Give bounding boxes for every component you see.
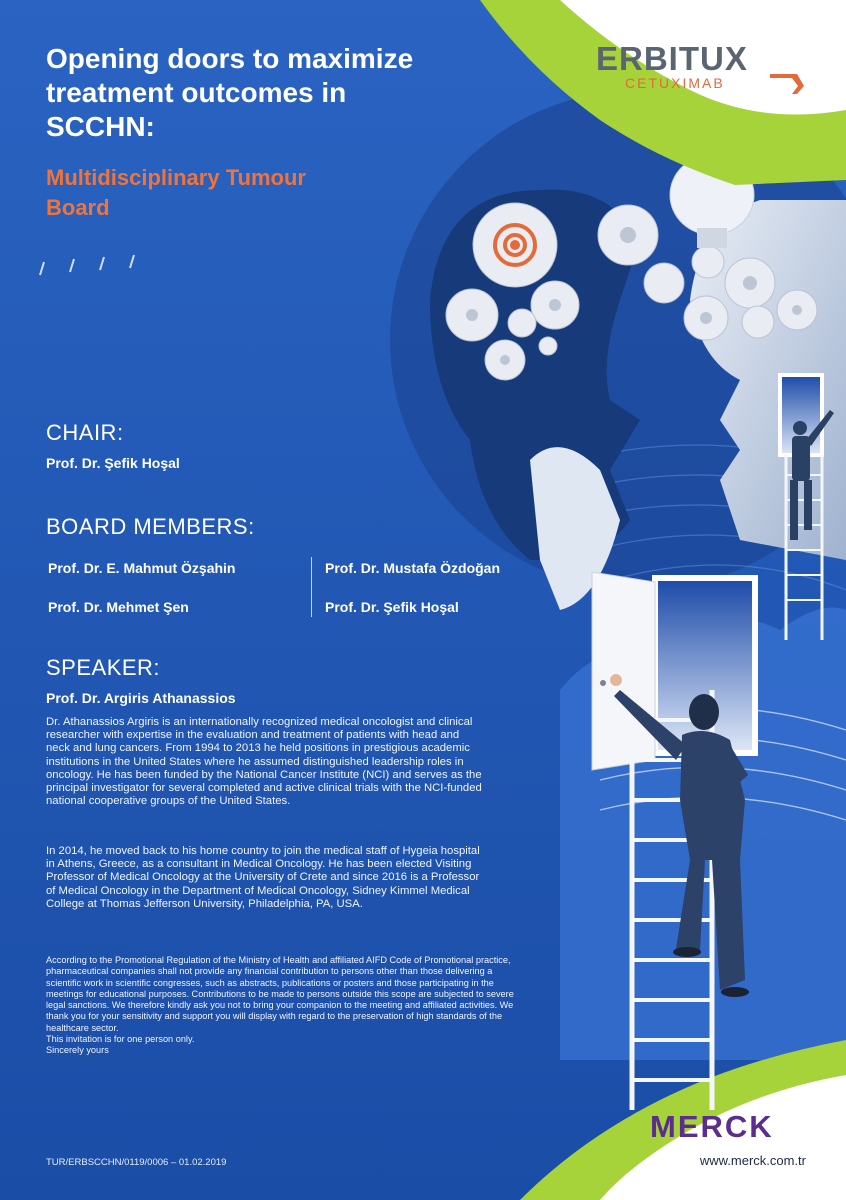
merck-logo <box>650 1108 802 1144</box>
company-url-link[interactable]: www.merck.com.tr <box>699 1153 806 1168</box>
document-code: TUR/ERBSCCHN/0119/0006 – 01.02.2019 <box>46 1157 227 1168</box>
board-member: Prof. Dr. Mehmet Şen <box>48 599 189 615</box>
board-divider <box>311 557 312 617</box>
speaker-bio-paragraph-2: In 2014, he moved back to his home country to join the medical staff of Hygeia hospital in Athens, Greece, as a consultant in Medical Oncology. He has been elected Visiting Professor of Medical Oncology at the University of Crete and since 2016 is a Professor of Medical Oncology in the Department of Medical Oncology, Sidney Kimmel Medical College at Thomas Jefferson University, Philadelphia, PA, USA. <box>46 845 480 910</box>
speaker-name: Prof. Dr. Argiris Athanassios <box>46 690 236 706</box>
one-person-note: This invitation is for one person only. <box>46 1034 195 1045</box>
disclaimer-text: According to the Promotional Regulation of the Ministry of Health and affiliated AIFD Code of Promotional practice, pharmaceutical companies shall not provide any financial contribution to persons other than those delivering a scientific work in scientific congresses, such as abstracts, publications or posters and those participating in the meetings for educational purposes. Contributions to be made to persons outside this scope are subjected to severe legal sanctions. We therefore kindly ask you not to bring your companion to the meeting and affiliated activities. We thank you for your sensitivity and support you will display with regard to the preservation of high standards of the healthcare sector. <box>46 955 514 1033</box>
erbitux-logo <box>592 38 807 98</box>
disclaimer <box>46 955 516 1057</box>
board-member: Prof. Dr. Şefik Hoşal <box>325 599 459 615</box>
merck-logo-text: MERCK <box>650 1109 774 1144</box>
speaker-bio-paragraph-1: Dr. Athanassios Argiris is an internationally recognized medical oncologist and clinical researcher with expertise in the evaluation and treatment of patients with head and neck and lung cancers. From 1994 to 2013 he held positions in prestigious academic institutions in the United States where he assumed distinguished leadership roles in oncology. He has been funded by the National Cancer Institute (NCI) and serves as the principal investigator for several completed and active clinical trials with the NCI-funded national cooperative groups of the United States. <box>46 716 482 808</box>
board-heading: BOARD MEMBERS: <box>46 514 255 539</box>
board-member: Prof. Dr. E. Mahmut Özşahin <box>48 560 236 576</box>
erbitux-logo-text: ERBITUX <box>596 40 748 77</box>
board-member: Prof. Dr. Mustafa Özdoğan <box>325 560 501 576</box>
chair-heading: CHAIR: <box>46 420 124 445</box>
cetuximab-logo-text: CETUXIMAB <box>625 75 725 91</box>
speaker-heading: SPEAKER: <box>46 655 161 680</box>
page-subtitle: Multidisciplinary Tumour Board <box>46 165 306 220</box>
page-title: Opening doors to maximize treatment outcomes in SCCHN: <box>46 43 414 142</box>
signoff: Sincerely yours <box>46 1045 109 1056</box>
chair-name: Prof. Dr. Şefik Hoşal <box>46 455 180 471</box>
